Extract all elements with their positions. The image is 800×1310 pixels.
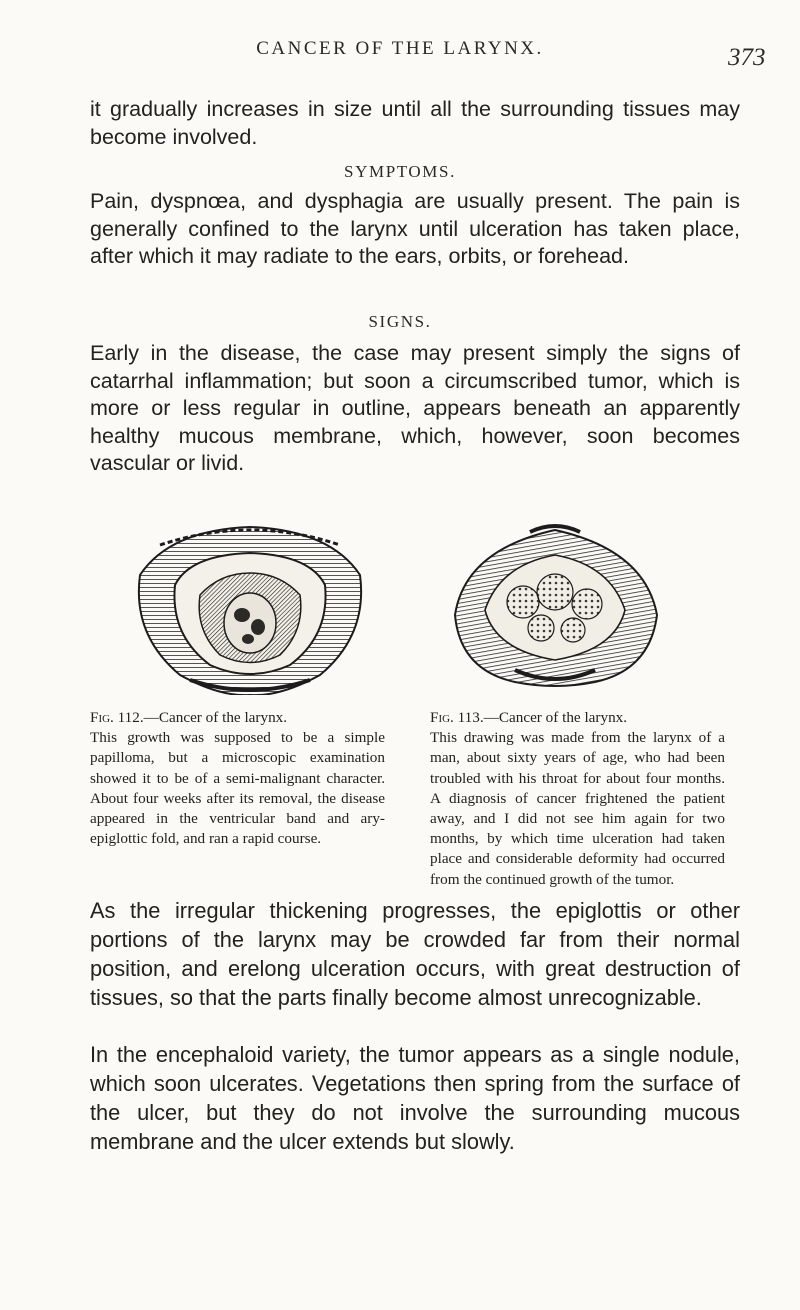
paragraph-symptoms: Pain, dyspnœa, and dysphagia are usually present. The pain is generally confined to the larynx until ulceration has taken place, after which it may radiate to the ears, orbits, or forehead.: [90, 189, 740, 268]
figure-112-text: This growth was supposed to be a simple papilloma, but a microscopic examination showed it to be of a semi-malignant character. About four weeks after its removal, the disease appeared in the ventricular band and ary-epiglottic fold, and ran a rapid course.: [90, 729, 385, 848]
figure-112-caption: [90, 708, 385, 849]
figure-113-illustration: [445, 520, 665, 690]
figure-113-title: —Cancer of the larynx.: [483, 709, 628, 726]
paragraph-signs: Early in the disease, the case may present simply the signs of catarrhal inflammation; but soon a circumscribed tumor, which is more or less regular in outline, appears beneath an apparently healthy mucous membrane, which, however, soon becomes vascular or livid.: [90, 341, 740, 475]
heading-signs: SIGNS.: [368, 312, 432, 331]
figure-112-illustration: [130, 515, 370, 695]
figure-112-label: Fig. 112.: [90, 709, 144, 726]
figure-112-title: —Cancer of the larynx.: [143, 709, 288, 726]
figure-113-label: Fig. 113.: [430, 709, 484, 726]
page-number: 373: [728, 44, 766, 71]
figure-113-caption: [430, 708, 725, 890]
paragraph-intro: it gradually increases in size until all the surrounding tissues may become involved.: [90, 97, 740, 149]
figure-113-text: This drawing was made from the larynx of a man, about sixty years of age, who had been troubled with his throat for about four months. A diagnosis of cancer frightened the patient away, and I did not see him again for two months, by which time ulceration had taken place and considerable deformity had occurred from the continued growth of the tumor.: [430, 729, 725, 888]
paragraph-thickening: As the irregular thickening progresses, the epiglottis or other portions of the larynx may be crowded far from their normal position, and erelong ulceration occurs, with great destruction of tissues, so that the parts finally become almost unrecognizable.: [90, 898, 740, 1010]
heading-symptoms: SYMPTOMS.: [344, 162, 456, 181]
paragraph-encephaloid: In the encephaloid variety, the tumor appears as a single nodule, which soon ulcerates. Vegetations then spring from the surface of the ulcer, but they do not involve the surrounding mucous membrane and the ulcer extends but slowly.: [90, 1042, 740, 1154]
running-head: CANCER OF THE LARYNX.: [256, 38, 544, 59]
